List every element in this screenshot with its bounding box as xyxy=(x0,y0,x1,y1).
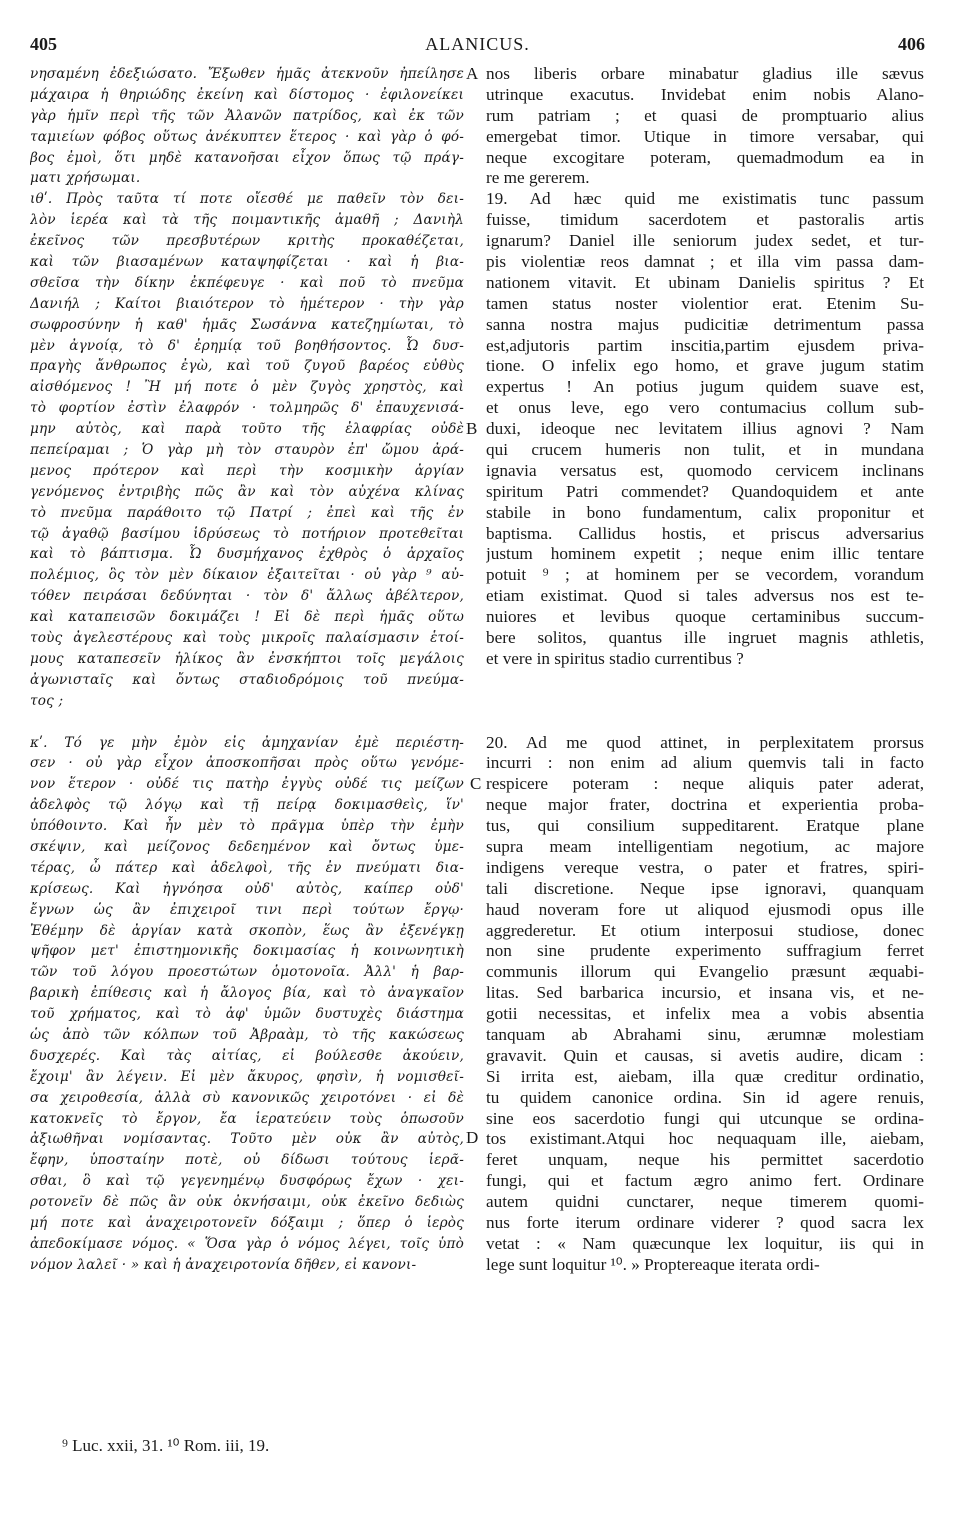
greek-text-line: κατοκνεῖς τὸ ἔργον, ἔα ἱερατεύειν τοὺς ὁπωσοῦν xyxy=(30,1110,464,1127)
greek-text-line: καὶ τὸ βάπτισμα. Ὦ δυσμήχανος ἐχθρὸς ὁ ἀρχαῖος xyxy=(30,546,464,563)
greek-text-line: νησαμένη ἐδεξιώσατο. Ἔξωθεν ἡμᾶς ἀτεκνοῦν ἠπείλησε xyxy=(30,66,464,82)
latin-text-line xyxy=(486,712,924,733)
greek-text-line: καὶ καταπεισῶν δοκιμάζει ! Εἰ δὲ περὶ ἡμᾶς οὕτω xyxy=(30,609,464,626)
margin-marker-d: D xyxy=(466,1128,479,1147)
greek-text-line: τόθεν πειράσαι δεδύνηται · τὸν δ' ἄλλως ἀβέλτερον, xyxy=(30,588,464,605)
greek-text-line: λὸν ἱερέα καὶ τὰ τῆς ποιμαντικῆς ἀμαθῆ ; Δανιὴλ xyxy=(30,212,464,229)
latin-text-line: communis illorum qui Evangelio præsunt æquabi- xyxy=(486,962,924,982)
latin-text-line: nos liberis orbare minabatur gladius ille sævus xyxy=(486,64,924,83)
greek-text-line: πολέμιος, ὃς τὸν μὲν δίκαιον ἐξαιτεῖται · οὐ γὰρ ⁹ αὐ- xyxy=(30,567,464,584)
greek-text-line: μενος πρότερον καὶ περὶ τὴν κοσμικὴν ἀργίαν xyxy=(30,462,464,479)
latin-column xyxy=(486,64,924,1276)
latin-text-line: pis violentiæ reos damnat ; et illa vim passa dam- xyxy=(486,252,924,272)
running-title: ALANICUS. xyxy=(425,34,530,54)
greek-text-line: ἀδελφὸς τῷ λόγῳ καὶ τῇ πείρᾳ δοκιμασθεὶς, ἵν' xyxy=(30,797,464,814)
greek-text-line: τέρας, ὦ πάτερ καὶ ἀδελφοὶ, τῆς ἐν πνεύματι δια- xyxy=(30,859,464,876)
latin-text-line: rum patriam ; et quasi de promptuario alius xyxy=(486,105,924,125)
latin-text-line: et vere in spiritus stadio currentibus ? xyxy=(486,648,744,668)
latin-text-line: nus forte iterum ordinare viderer ? quod sacra lex xyxy=(486,1212,924,1232)
greek-text-line: σθαι, ὃ καὶ τῷ γεγενημένῳ δυσφόρως ἔχων · χει- xyxy=(30,1173,464,1190)
greek-text-line: δυσχερές. Καὶ τὰς αἰτίας, εἰ βούλεσθε ἀκούειν, xyxy=(30,1047,464,1064)
latin-text-line: et onus leve, ego vero contumacius collum sub- xyxy=(486,398,924,418)
latin-text-line: gotii necessitas, et infelix mea a vobis absentia xyxy=(486,1004,924,1024)
latin-text-line: neque excogitare poteram, quemadmodum ea in xyxy=(486,147,924,167)
latin-text-line: baptisma. Callidus hostis, et priscus adversarius xyxy=(486,523,924,543)
margin-marker-a: A xyxy=(466,64,479,83)
greek-text-line: ὑπόθοιντο. Καὶ ἦν μὲν τὸ πρᾶγμα ὑπὲρ τὴν ἐμὴν xyxy=(30,818,464,835)
greek-text-line: σωφροσύνην ἡ καθ' ἡμᾶς Σωσάννα κατεζημίωται, τὸ xyxy=(30,316,464,333)
latin-text-line: justum hominem expetit ; neque enim illic tentare xyxy=(486,544,924,564)
latin-text-line: gravavit. Quin et causas, si avetis audire, dicam : xyxy=(486,1045,924,1065)
latin-text-line: litas. Sed barbarica incursio, et insana vis, et ne- xyxy=(486,983,924,1003)
greek-text-line: βαρικὴ ἐπίθεσις καὶ ἡ ἄλογος βία, καὶ τὸ ἀναγκαῖον xyxy=(30,985,464,1002)
greek-text-line: ταμιείων φόβος οὕτως ἀνέκυπτεν ἕτερος · καὶ γὰρ ὁ φό- xyxy=(30,128,464,145)
latin-text-line: neque major frater, doctrina et experientia proba- xyxy=(486,795,924,815)
latin-text-line: re me gererem. xyxy=(486,168,590,188)
latin-text-line: etiam existimat. Quod si tales adversus nos est te- xyxy=(486,586,924,606)
greek-text-line: πεπείραμαι ; Ὁ γὰρ μὴ τὸν σταυρὸν ἐπ' ὤμου ἀρά- xyxy=(30,442,464,459)
greek-text-line: μους καταπεσεῖν ἡλίκος ἂν ἐνσκήπτοι τοῖς μεγάλοις xyxy=(30,650,464,667)
latin-text-line: fuisse, timidum sacerdotem et pastoralis artis xyxy=(486,210,924,230)
greek-text-line: τὸ πνεῦμα παράθοιτο τῷ Πατρί ; ἐπεὶ καὶ τῆς ἐν xyxy=(30,504,464,521)
page-number-left: 405 xyxy=(30,34,57,54)
latin-text-line: aggrederetur. Et otium interposui studiose, donec xyxy=(486,920,924,940)
greek-text-line: ἀγωνισταῖς καὶ ὄντως σταδιοδρόμοις τοῦ πνεύμα- xyxy=(30,671,464,688)
latin-text-line: Si irrita est, aiebam, illa quæ creditur ordinatio, xyxy=(486,1066,924,1086)
latin-text-line: est,adjutoris partim inscitia,partim ejusdem priva- xyxy=(486,335,924,355)
latin-text-line: respicere poteram : neque aliquis pater aderat, xyxy=(486,774,924,794)
latin-text-line: lege sunt loquitur ¹⁰. » Proptereaque iterata ordi- xyxy=(486,1254,820,1274)
greek-text-line: Ἐθέμην δὲ ἀργίαν κατὰ σκοπὸν, ἕως ἂν ἐξενέγκῃ xyxy=(30,922,464,939)
greek-text-line: νόμον λαλεῖ · » καὶ ἡ ἀναχειροτονία δῆθεν, εἰ κανονι- xyxy=(30,1256,417,1273)
greek-text-line: μή ποτε καὶ ἀναχειροτονεῖν δόξαιμι ; ὅπερ ὁ ἱερὸς xyxy=(30,1214,464,1231)
greek-text-line: σκέψιν, καὶ μείζονος δεδεημένον καὶ ὄντως ὑμε- xyxy=(30,838,464,855)
greek-text-line: ψῆφον μετ' ἐπιστημονικῆς δοκιμασίας ἡ κοινωνητικὴ xyxy=(30,943,464,960)
latin-text-line: sanna nostra majus pudicitiæ detrimentum passa xyxy=(486,314,924,334)
latin-text-line: spiritum Patri commendet? Quandoquidem et ante xyxy=(486,481,924,501)
latin-text-line: 19. Ad hæc quid me existimatis tunc passum xyxy=(486,189,924,209)
margin-marker-c: C xyxy=(470,774,482,793)
latin-text-line: qui crucem humeris non tulit, et in mundana xyxy=(486,440,924,460)
latin-text-line: sine eos sacerdotio fungi qui utcunque se ordina- xyxy=(486,1108,924,1128)
latin-text-line: tus, qui consilium suppeditarent. Eratque plane xyxy=(486,816,924,836)
greek-text-line: σα χειροθεσία, ἀλλὰ σὺ κανονικῶς χειροτόνει · εἰ δὲ xyxy=(30,1089,464,1106)
greek-text-line: Δανιήλ ; Καίτοι βιαιότερον τὸ ἡμέτερον · τὴν γὰρ xyxy=(30,295,464,312)
greek-text-line: ιθʹ. Πρὸς ταῦτα τί ποτε οἴεσθέ με παθεῖν τὸν δει- xyxy=(30,191,464,208)
latin-text-line: supra meam intelligentiam negotium, ac majore xyxy=(486,836,924,856)
latin-text-line: utrinque exacutus. Invidebat enim nobis Alano- xyxy=(486,84,924,104)
greek-text-line: γενόμενος ἐντριβὴς πῶς ἂν καὶ τὸν αὐχένα κλίνας xyxy=(30,483,464,500)
greek-text-line: ἔγνων ὡς ἂν ἐπιχειροῖ τινι περὶ τούτων ἔργῳ· xyxy=(30,901,464,918)
latin-text-line: nationem vitavit. Et ubinam Danielis spiritus ? Et xyxy=(486,272,924,292)
greek-text-line: καὶ τῶν βιασαμένων καταψηφίζεται · καὶ ἡ βια- xyxy=(30,254,464,271)
greek-text-line: τος ; xyxy=(30,692,64,709)
greek-text-line xyxy=(30,712,464,733)
latin-text-line: duxi, ideoque nec levitatem illius agnovi ? Nam xyxy=(486,419,924,439)
greek-text-line: ὡς ἀπὸ τῶν κόλπων τοῦ Ἀβραὰμ, τὸ τῆς κακώσεως xyxy=(30,1026,464,1043)
greek-text-line: ἀξιωθῆναι νομίσαντας. Τοῦτο μὲν οὐκ ἂν αὐτὸς, xyxy=(30,1131,464,1148)
latin-text-line: 20. Ad me quod attinet, in perplexitatem prorsus xyxy=(486,732,924,752)
greek-text-line: τῶν τοῦ λόγου προεστώτων ὁμοτονοῖα. Ἀλλ' ἡ βαρ- xyxy=(30,964,464,981)
latin-text-line: emergebat timor. Utique in timore versabar, qui xyxy=(486,126,924,146)
footnotes: ⁹ Luc. xxii, 31. ¹⁰ Rom. iii, 19. xyxy=(62,1436,270,1455)
latin-text-line: potuit ⁹ ; at hominem per se vecordem, vorandum xyxy=(486,565,924,585)
latin-text-line: tanquam ab Abrahami sinu, ærumnæ molestiam xyxy=(486,1024,924,1044)
greek-text-line: τοὺς ἀγελεστέρους καὶ τοὺς μικροῖς παλαίσμασιν ἑτοί- xyxy=(30,630,464,647)
latin-text-line: ignavia versatus est, quomodo cervicem inclinans xyxy=(486,460,924,480)
greek-text-line: μην αὐτὸς, καὶ παρὰ τοῦτο τῆς ἐλαφρίας οὐδὲ xyxy=(30,421,464,438)
latin-text-line: ignarum? Daniel ille seniorum judex sedet, et tur- xyxy=(486,231,924,251)
greek-text-line: τῷ ἀγαθῷ βασίμου ἱδρύσεως τὸ ποτήριον προτεθεῖται xyxy=(30,525,464,542)
greek-text-line: κρίσεως. Καὶ ἠγνόησα οὐδ' αὐτὸς, καίπερ οὐδ' xyxy=(30,880,464,897)
latin-text-line: incurri : non enim ad alium quemvis tali in facto xyxy=(486,753,924,773)
greek-text-line: μὲν ἀγνοίᾳ, τὸ δ' ἐρημίᾳ τοῦ βοηθήσοντος. Ὦ δυσ- xyxy=(30,337,464,354)
greek-text-line: ἔχοιμ' ἂν λέγειν. Εἰ μὲν ἄκυρος, φησὶν, ἡ νομισθεῖ- xyxy=(30,1068,464,1085)
latin-text-line: autem quidni cunctarer, neque timerem quomi- xyxy=(486,1192,924,1212)
page-number-right: 406 xyxy=(898,34,925,54)
latin-text-line: stabile in bono fundamentum, calix proponitur et xyxy=(486,502,924,522)
latin-text-line xyxy=(486,670,924,691)
margin-marker-b: B xyxy=(466,419,478,438)
latin-text-line: feret unquam, neque his permittet sacerdotio xyxy=(486,1150,924,1170)
latin-text-line: bere solitos, quantus ille ingruet magnis athletis, xyxy=(486,628,924,648)
greek-text-line: βος ἐμοὶ, ὅτι μηδὲ κατανοῆσαι εἶχον ὅπως τῷ πράγ- xyxy=(30,149,464,166)
greek-text-line: ματι χρήσωμαι. xyxy=(30,170,141,187)
greek-column xyxy=(30,64,464,1276)
latin-text-line: fungi, qui et factum ægro animo fert. Ordinare xyxy=(486,1171,924,1191)
greek-text-line: αἰσθόμενος ! Ἢ μή ποτε ὁ μὲν ζυγὸς χρηστὸς, καὶ xyxy=(30,379,464,396)
greek-text-line: τοῦ χρήματος, καὶ τὸ ἀφ' ὑμῶν δυστυχὲς διάστημα xyxy=(30,1006,464,1023)
latin-text-line: non sine prudente experimento suffragium ferret xyxy=(486,941,924,961)
latin-text-line: vetat : « Nam quæcunque lex loquitur, iis qui in xyxy=(486,1233,924,1253)
greek-text-line: κʹ. Τό γε μὴν ἐμὸν εἰς ἀμηχανίαν ἐμὲ περιέστη- xyxy=(30,734,464,751)
latin-text-line: nuiores et levibus quoque certaminibus succum- xyxy=(486,607,924,627)
latin-text-line: expertus ! An potius jugum quidem suave est, xyxy=(486,377,924,397)
greek-text-line: ἀπεδοκίμασε νόμος. « Ὅσα γὰρ ὁ νόμος λέγει, τοῖς ὑπὸ xyxy=(30,1235,464,1252)
latin-text-line: tamen status noster violentior erat. Etenim Su- xyxy=(486,293,924,313)
greek-text-line: γὰρ ἡμῖν περὶ τῆς τῶν Ἀλανῶν πατρίδος, καὶ ἐκ τῶν xyxy=(30,107,464,124)
greek-text-line: πραγὴς ἄνθρωπος ἐγὼ, καὶ τοῦ ζυγοῦ βαρέος εὐθὺς xyxy=(30,358,464,375)
latin-text-line: tos existimant.Atqui hoc nequaquam ille, aiebam, xyxy=(486,1129,924,1149)
latin-text-line xyxy=(486,691,924,712)
greek-text-line: ἐκεῖνος τῶν πρεσβυτέρων κριτὴς προκαθέζεται, xyxy=(30,233,464,250)
greek-text-line: τὸ φορτίον ἐστὶν ἐλαφρόν · τολμηρῶς δ' ἐπαυχενισά- xyxy=(30,400,464,417)
latin-text-line: indigens vereque vestra, o pater et fratres, spiri- xyxy=(486,857,924,877)
running-header xyxy=(30,34,925,58)
latin-text-line: tione. O infelix ego homo, et grave jugum statim xyxy=(486,356,924,376)
greek-text-line: ροτονεῖν δὲ πῶς ἂν οὐκ ὀκνήσαιμι, οὐκ ἐκεῖνο δεδιὼς xyxy=(30,1194,464,1211)
greek-text-line: νον ἕτερον · οὐδέ τις πατὴρ ἐγγὺς οὐδέ τις μείζων xyxy=(30,776,464,793)
greek-text-line: σθεῖσα τὴν δίκην ἐκπέφευγε · καὶ ποῦ τὸ πνεῦμα xyxy=(30,274,464,291)
greek-text-line: σεν · οὐ γὰρ εἶχον ἀποσκοπῆσαι πρὸς οὕτω γενόμε- xyxy=(30,755,464,772)
latin-text-line: haud noveram fore ut aliquod ejusmodi opus ille xyxy=(486,899,924,919)
greek-text-line: μάχαιρα ἡ θηριώδης ἐκείνη καὶ δίστομος · ἐφιλονείκει xyxy=(30,86,464,103)
latin-text-line: tali discretione. Neque ipse ignoravi, quanquam xyxy=(486,878,924,898)
greek-text-line: ἔφην, ὑποσταίην ποτὲ, οὐ δίδωσι τούτους ἱερᾶ- xyxy=(30,1152,464,1169)
latin-text-line: tu quidem canonice ordina. Sin id agere renuis, xyxy=(486,1087,924,1107)
